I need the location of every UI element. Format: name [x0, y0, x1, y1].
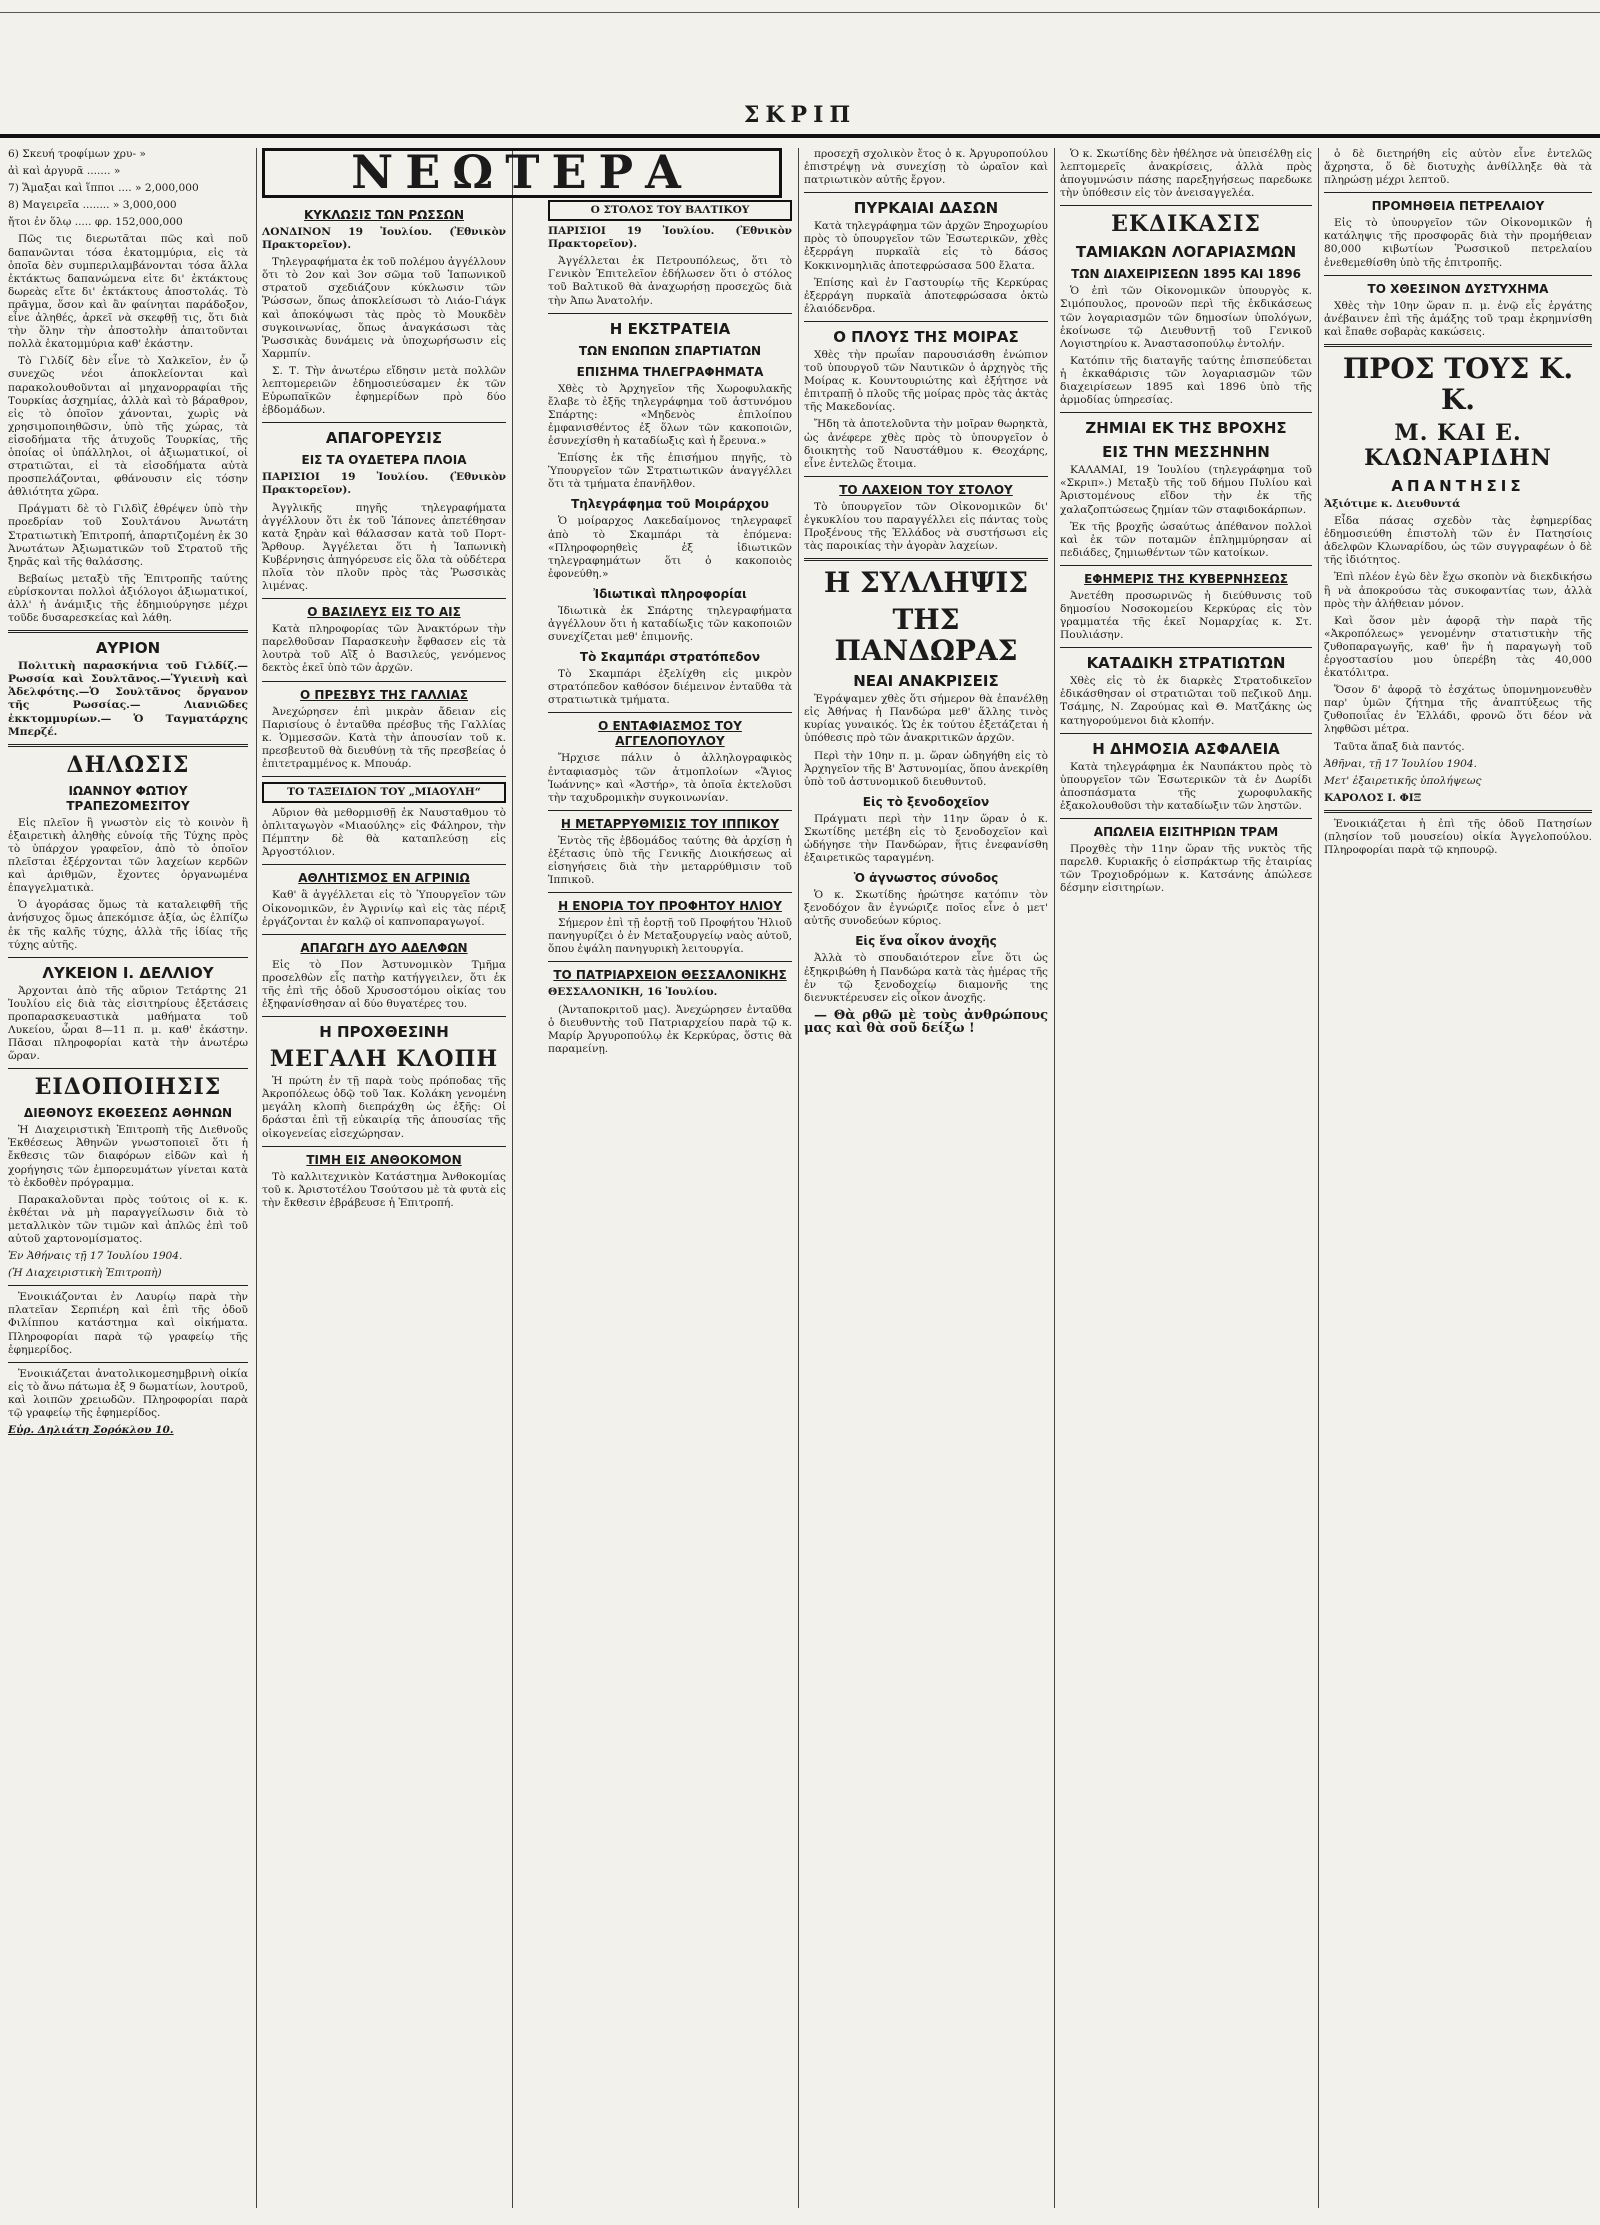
sub-heading: Τὸ Σκαμπάρι στρατόπεδον: [579, 650, 761, 665]
section-subheading: ΤΩΝ ΕΝΩΠΩΝ ΣΠΑΡΤΙΑΤΩΝ: [578, 343, 762, 358]
article-paragraph: Ἰδιωτικὰ ἐκ Σπάρτης τηλεγραφήματα ἀγγέλλουν ὅτι ἡ καταδίωξις τῶν κακοποιῶν συνεχίζεται μεθ' ἐπιμονῆς.: [548, 604, 792, 644]
divider: [548, 810, 792, 811]
divider: [262, 934, 506, 935]
article-paragraph: Κατόπιν τῆς διαταγῆς ταύτης ἐπισπεύδεται ἡ ἐκκαθάρισις τῶν λογαριασμῶν τῶν διαχειρίσεων 1895 καὶ 1896 ὑπὸ τῆς ἁρμοδίας ὑπηρεσίας.: [1060, 354, 1312, 407]
divider: [1060, 733, 1312, 734]
masthead-top-rule: [0, 12, 1600, 13]
section-heading: ΤΟ ΠΑΤΡΙΑΡΧΕΙΟΝ ΘΕΣΣΑΛΟΝΙΚΗΣ: [553, 968, 787, 983]
masthead: [0, 0, 1600, 148]
divider: [548, 961, 792, 962]
article-paragraph: Ἀγγλικῆς πηγῆς τηλεγραφήματα ἀγγέλλουν ὅτι ἐκ τοῦ Ἰάπονες ἀπετέθησαν κατὰ ξηρὰν καὶ θάλασσαν κατὰ τοῦ Πορτ-Ἄρθουρ. Ἀγγέλεται ὅτι ἡ Ἰαπωνικὴ Κυβέρνησις ἀπηγόρευσε εἰς ὅλα τὰ οὐδέτερα πλοῖα τὸν πλοῦν πρὸς τὰς Ῥωσσικὰς λιμένας.: [262, 501, 506, 593]
article-paragraph: Ἡ Διαχειριστικὴ Ἐπιτροπὴ τῆς Διεθνοῦς Ἐκθέσεως Ἀθηνῶν γνωστοποιεῖ ὅτι ἡ ἔκθεσις τῶν διαφόρων εἰδῶν καὶ ἡ χορήγησις τῶν ἐμπορευμάτων γίνεται κατὰ τὸ ἐκδοθὲν πρόγραμμα.: [8, 1124, 248, 1189]
divider: [548, 313, 792, 314]
section-heading: Η ΠΡΟΧΘΕΣΙΝΗ: [319, 1023, 449, 1042]
dateline: ΛΟΝΔΙΝΟΝ 19 Ἰουλίου. (Ἐθνικὸν Πρακτορεῖον).: [262, 226, 506, 252]
article-paragraph: Χθὲς τὴν πρωΐαν παρουσιάσθη ἐνώπιον τοῦ ὑπουργοῦ τῶν Ναυτικῶν ὁ ἀρχηγὸς τῆς Μοίρας κ. Κουντουριώτης καὶ ἐξήτησε νὰ ἐπιτραπῇ ὁ πλοῦς τῆς μοίρας πρὸς τὰς ἀκτὰς τῆς Μακεδονίας.: [804, 348, 1048, 414]
article-paragraph: Χθὲς τὸ Ἀρχηγεῖον τῆς Χωροφυλακῆς ἔλαβε τὸ ἑξῆς τηλεγράφημα τοῦ ἀστυνόμου Σπάρτης: «Μηδενὸς ἐπιλοίπου ἐμφανισθέντος ἐξ ὅλων τῶν κακοποιῶν, ἐσυνεχίσθη ἡ καταδίωξις καὶ ἡ ἔρευνα.»: [548, 382, 792, 448]
article-paragraph: (Ἀνταποκριτοῦ μας). Ἀνεχώρησεν ἐνταῦθα ὁ διευθυντὴς τοῦ Πατριαρχείου παρὰ τῷ κ. Μαρίρ Ἀργυροπούλῳ ἐκ Κερκύρας, ὅστις θὰ παραμείνῃ.: [548, 1003, 792, 1055]
divider: [1060, 412, 1312, 413]
divider: [1324, 275, 1592, 276]
divider: [1060, 565, 1312, 566]
section-heading: ΖΗΜΙΑΙ ΕΚ ΤΗΣ ΒΡΟΧΗΣ: [1085, 419, 1287, 438]
article-paragraph: Ταῦτα ἅπαξ διὰ παντός.: [1334, 740, 1465, 753]
section-heading: ΚΑΤΑΔΙΚΗ ΣΤΡΑΤΙΩΤΩΝ: [1086, 654, 1286, 673]
article-paragraph: Τὸ Γιλδίζ δὲν εἶνε τὸ Χαλκεῖον, ἐν ᾧ συνεχῶς νέοι ἀποκλείονται καὶ παρακολουθοῦνται αἱ μηχανορραφίαι τῆς Τουρκίας ἀσχημίας, ἀλλὰ καὶ τὸ βάραθρον, εἰς τὸ ὁποῖον χάνονται, χωρὶς νὰ χρησιμοποιηθῶσιν, ὑπὸ τῆς χώρας, τὰ εἰσοδήματα τῆς ἀτυχοῦς Τουρκίας, τῆς ὁποίας οἱ ὑπάλληλοι, οἱ ἀξιωματικοί, οἱ στρατιῶται, εἰ τὰ εἰσοδήματα αὐτὰ προσπελάζονται, φθάνουσιν εἰς τόσην ἀθλιότητα χῶρα.: [8, 355, 248, 499]
section-subheading: ΑΠΑΝΤΗΣΙΣ: [1391, 476, 1525, 495]
section-heading-large: ΤΗΣ ΠΑΝΔΩΡΑΣ: [834, 603, 1018, 668]
divider: [1324, 344, 1592, 347]
section-heading: Η ΜΕΤΑΡΡΥΘΜΙΣΙΣ ΤΟΥ ΙΠΠΙΚΟΥ: [560, 816, 780, 831]
section-subheading: ΕΙΣ ΤΗΝ ΜΕΣΣΗΝΗΝ: [1102, 443, 1270, 462]
list-item: 7) Ἅμαξαι καὶ ἵπποι .... » 2,000,000: [8, 182, 199, 195]
article-paragraph: Ἐντὸς τῆς ἑβδομάδος ταύτης θὰ ἀρχίσῃ ἡ ἐξέτασις ὑπὸ τῆς Γενικῆς Διοικήσεως αἱ εἰσηγήσεις διὰ τὴν μεταρρύθμισιν τοῦ Ἱππικοῦ.: [548, 834, 792, 887]
divider: [262, 776, 506, 777]
section-subheading: ΕΠΙΣΗΜΑ ΤΗΛΕΓΡΑΦΗΜΑΤΑ: [576, 364, 764, 379]
article-paragraph: Σήμερον ἐπὶ τῇ ἑορτῇ τοῦ Προφήτου Ἠλιοῦ πανηγυρίζει ὁ ἐν Μεταξουργείῳ ναὸς αὐτοῦ, ὅπου ἐψάλη πανηγυρικὴ λειτουργία.: [548, 917, 792, 956]
divider: [262, 422, 506, 423]
article-paragraph: Ὁ μοίραρχος Λακεδαίμονος τηλεγραφεῖ ἀπὸ τὸ Σκαμπάρι τὰ ἐπόμενα: «Πληροφορηθεὶς ἐξ ἰδιωτικῶν τηλεγραφημάτων ὅτι ὁ κακοποιὸς ἐφονεύθη.»: [548, 515, 792, 580]
column-separator: [1318, 148, 1319, 2208]
article-paragraph: Σ. Τ. Τὴν ἀνωτέρω εἴδησιν μετὰ πολλῶν λεπτομερειῶν ἐδημοσιεύσαμεν ἐκ τῶν Εὐρωπαϊκῶν ἐφημερίδων πρὸ δύο ἑβδομάδων.: [262, 364, 506, 417]
section-subheading: ΙΩΑΝΝΟΥ ΦΩΤΙΟΥ ΤΡΑΠΕΖΟΜΕΣΙΤΟΥ: [66, 783, 190, 813]
section-heading-large: Μ. ΚΑΙ Ε. ΚΛΩΝΑΡΙΔΗΝ: [1364, 419, 1552, 471]
divider: [804, 321, 1048, 322]
article-paragraph: Ἐπίσης ἐκ τῆς ἐπισήμου πηγῆς, τὸ Ὑπουργεῖον τῶν Στρατιωτικῶν ἀναγγέλλει ὅτι τὰ τμήματα ἐπανῆλθον.: [548, 452, 792, 491]
divider: [1060, 205, 1312, 206]
classified-ad: Ἐνοικιάζεται ἡ ἐπὶ τῆς ὁδοῦ Πατησίων (πλησίον τοῦ μουσείου) οἰκία Ἀγγελοπούλου. Πληροφορίαι παρὰ τῷ κηπουρῷ.: [1324, 817, 1592, 857]
article-paragraph: προσεχῆ σχολικὸν ἔτος ὁ κ. Ἀργυροπούλου ἐπιστρέψῃ νὰ συνεχίσῃ τὸ ὡραῖον καὶ πατριωτικὸν αὐτῆς ἔργον.: [804, 148, 1048, 187]
article-paragraph: Ἀγγέλλεται ἐκ Πετρουπόλεως, ὅτι τὸ Γενικὸν Ἐπιτελεῖον ἐδήλωσεν ὅτι ὁ στόλος τοῦ Βαλτικοῦ θὰ ἀναχωρήσῃ προσεχῶς διὰ τὴν Ἀπω Ἀνατολήν.: [548, 255, 792, 307]
section-heading: ΑΘΛΗΤΙΣΜΟΣ ΕΝ ΑΓΡΙΝΙΩ: [298, 871, 470, 886]
article-paragraph: Ὁ κ. Σκωτίδης δὲν ἠθέλησε νὰ ὑπεισέλθῃ εἰς λεπτομερεῖς ἀνακρίσεις, ἀλλὰ πρὸς ἀπογυμνώσιν πάσης παρεξηγήσεως παρεδωκε τὴν ὑπόθεσιν εἰς τὸν ἀνεισαγγελέα.: [1060, 148, 1312, 200]
column-separator: [256, 148, 257, 2208]
section-heading: Ο ΕΝΤΑΦΙΑΣΜΟΣ ΤΟΥ ΑΓΓΕΛΟΠΟΥΛΟΥ: [598, 719, 742, 749]
article-paragraph: Τηλεγραφήματα ἐκ τοῦ πολέμου ἀγγέλλουν ὅτι τὸ 2ον καὶ 3ον σῶμα τοῦ Ἰαπωνικοῦ στρατοῦ σχεδιάζουν κύκλωσιν τῶν Ῥώσσων, ὅπως ἀποκλείσωσι τὸ Λιάο-Γιάγκ καὶ ἀποκόψωσι τὰς πρὸς τὸ Μουκδὲν συγκοινωνίας, ὅπως ἀναγκάσωσι τὰς Ῥωσσικὰς δυνάμεις νὰ ὑποχωρήσωσιν εἰς Χαρμπίν.: [262, 256, 506, 360]
divider: [1060, 647, 1312, 648]
list-item: ἀὶ καὶ ἀργυρᾶ ....... »: [8, 165, 121, 178]
article-paragraph: Ἡ πρώτη ἐν τῇ παρὰ τοὺς πρόποδας τῆς Ἀκροπόλεως ὁδῷ τοῦ Ἰακ. Κολάκη γενομένη μεγάλη κλοπὴ διεπράχθη ὡς ἑξῆς: Οἱ δράσται ἐπὶ τῇ εὐκαιρίᾳ τῆς ἀπουσίας τῆς οἰκογενείας εἰσεχώρησαν.: [262, 1075, 506, 1140]
signature: (Ἡ Διαχειριστικὴ Ἐπιτροπὴ): [8, 1267, 162, 1280]
section-subheading: ΕΙΣ ΤΑ ΟΥΔΕΤΕΡΑ ΠΛΟΙΑ: [301, 453, 467, 468]
sub-heading: Τηλεγράφημα τοῦ Μοιράρχου: [571, 497, 769, 512]
section-heading: ΠΡΟΜΗΘΕΙΑ ΠΕΤΡΕΛΑΙΟΥ: [1371, 199, 1545, 214]
section-subheading: ΔΙΕΘΝΟΥΣ ΕΚΘΕΣΕΩΣ ΑΘΗΝΩΝ: [23, 1106, 233, 1121]
column-4: [804, 148, 1048, 2208]
article-paragraph: Εἰς τὸ ὑπουργεῖον τῶν Οἰκονομικῶν ἡ κατάληψις τῆς προσφορᾶς διὰ τὴν προμήθειαν 80,000 κιβωτίων Ῥωσσικοῦ πετρελαίου ἐνεθεμεθίσθη ὑπὸ τῆς ἐπιτροπῆς.: [1324, 217, 1592, 269]
section-heading: Η ΔΗΜΟΣΙΑ ΑΣΦΑΛΕΙΑ: [1092, 739, 1280, 758]
classified-ad: Ἐνοικιάζεται ἀνατολικομεσημβρινὴ οἰκία εἰς τὸ ἄνω πάτωμα ἐξ 9 δωματίων, λουτροῦ, καὶ λοιπῶν χρειωδῶν. Πληροφορίαι παρὰ τῷ γραφείῳ τῆς ἐφημερίδος.: [8, 1367, 248, 1420]
banner-spacer: [548, 148, 792, 196]
divider: [8, 1068, 248, 1069]
article-paragraph: Καὶ ὅσον μὲν ἀφορᾷ τὴν παρὰ τῆς «Ἀκροπόλεως» γενομένην στατιστικὴν τῆς ζυθοπαραγωγῆς, καθ' ἣν ἡ παραγωγὴ τοῦ ἐργοστασίου μου ὑπερέβη τὰς 40,000 ἑκατόλιτρα.: [1324, 614, 1592, 680]
section-heading: Ο ΠΡΕΣΒΥΣ ΤΗΣ ΓΑΛΛΙΑΣ: [300, 687, 468, 702]
section-subheading: ΤΑΜΙΑΚΩΝ ΛΟΓΑΡΙΑΣΜΩΝ: [1075, 243, 1297, 262]
section-heading: ΑΥΡΙΟΝ: [95, 639, 161, 658]
neotera-banner: ΝΕΩΤΕΡΑ: [262, 148, 782, 198]
article-paragraph: Κατὰ τηλεγράφημα τῶν ἀρχῶν Ξηροχωρίου πρὸς τὸ ὑπουργεῖον τῶν Ἐσωτερικῶν, χθὲς ἐξερράγη πυρκαϊὰ εἰς τὸ δάσος Κοκκινομηλιᾶς ἀποτεφρώσασα 500 ἔλατα.: [804, 220, 1048, 272]
article-paragraph: Τὸ καλλιτεχνικὸν Κατάστημα Ἀνθοκομίας τοῦ κ. Ἀριστοτέλου Τσούτσου μὲ τὰ φυτὰ εἰς τὴν ἔκθεσιν ἐβράβευσε ἡ Ἐπιτροπή.: [262, 1170, 506, 1209]
article-paragraph: Ἐπίσης καὶ ἐν Γαστουρίῳ τῆς Κερκύρας ἐξερράγη πυρκαϊὰ ἀποτεφρώσασα ὀκτὼ ἐλαιόδενδρα.: [804, 276, 1048, 315]
article-paragraph: Περὶ τὴν 10ην π. μ. ὥραν ὡδηγήθη εἰς τὸ Ἀρχηγεῖον τῆς Β' Ἀστυνομίας, ὅπου ἀνεκρίθη ὑπὸ τοῦ ἀστυνομικοῦ διευθυντοῦ.: [804, 749, 1048, 788]
section-heading: Ο ΣΤΟΛΟΣ ΤΟΥ ΒΑΛΤΙΚΟΥ: [548, 200, 792, 221]
article-paragraph: Ἀρχονται ἀπὸ τῆς αὔριον Τετάρτης 21 Ἰουλίου εἰς διὰ τὰς εἰσιτηρίους ἐξετάσεις προπαρασκευαστικὰ μαθήματα τοῦ Λυκείου, ὧραι 8—11 π. μ. καθ' ἑκάστην. Πᾶσαι πληροφορίαι κατὰ τὴν ἀνωτέρω ὥραν.: [8, 984, 248, 1063]
article-paragraph: Αὔριον θὰ μεθορμισθῇ ἐκ Ναυσταθμου τὸ ὁπλιταγωγὸν «Μιαούλης» εἰς Φάληρον, τὴν Πέμπτην δὲ θὰ καταπλεύσῃ εἰς Ἀργοστόλιον.: [262, 807, 506, 859]
article-paragraph: Ὁ ἀγοράσας ὅμως τὰ καταλειφθῆ τῆς ἀνήσυχος ὅμως ἀπεκόμισε ἀξία, ὡς ἐλπίζω ἐκ τῆς καλῆς τύχης, ἀλλὰ τῆς ἰδίας τῆς τύχης αὐτῆς.: [8, 899, 248, 951]
section-heading: ΕΦΗΜΕΡΙΣ ΤΗΣ ΚΥΒΕΡΝΗΣΕΩΣ: [1084, 571, 1288, 586]
divider: [804, 192, 1048, 193]
column-1: [8, 148, 248, 2208]
dateline: ΘΕΣΣΑΛΟΝΙΚΗ, 16 Ἰουλίου.: [548, 986, 718, 999]
section-heading-large: ΠΡΟΣ ΤΟΥΣ Κ. Κ.: [1342, 351, 1574, 416]
section-heading: ΑΠΑΓΩΓΗ ΔΥΟ ΑΔΕΛΦΩΝ: [300, 940, 468, 955]
column-5: [1060, 148, 1312, 2208]
article-paragraph: — Θὰ ρθῶ μὲ τοὺς ἀνθρώπους μας καὶ θὰ σοῦ δείξω !: [804, 1007, 1048, 1036]
article-paragraph: Ὁ ἐπὶ τῶν Οἰκονομικῶν ὑπουργὸς κ. Σιμόπουλος, προνοῶν περὶ τῆς ἐκδικάσεως τῶν λογαριασμῶν τῶν δημοσίων ὑπολόγων, ἐκοίνωσε τῷ Διευθυντῇ τοῦ Γενικοῦ Λογιστηρίου κ. Ἀναστασοπούλῳ ἐντολήν.: [1060, 285, 1312, 350]
date-line: Ἐν Ἀθήναις τῇ 17 Ἰουλίου 1904.: [8, 1250, 183, 1263]
article-paragraph: Βεβαίως μεταξὺ τῆς Ἐπιτροπῆς ταύτης εὑρίσκονται πολλοὶ ἀξιόλογοι ἀξιωματικοί, ἀλλ' ἡ ἀνάμιξις τῆς ἐδημιούργησε μέχρι τοῦδε δυσαρεσκείας καὶ λάθη.: [8, 572, 248, 625]
article-paragraph: Ἤδη τὰ ἀποτελοῦντα τὴν μοῖραν θωρηκτὰ, ὡς ἀνέφερε χθὲς πρὸς τὸ ὑπουργεῖον ὁ διοικητὴς τοῦ Ναυστάθμου κ. Θεοχάρης, εἶνε ἐντελῶς ἕτοιμα.: [804, 418, 1048, 470]
section-heading: Η ΕΚΣΤΡΑΤΕΙΑ: [609, 319, 731, 338]
sub-heading: Ὁ ἀγνωστος σύνοδος: [853, 871, 999, 886]
article-paragraph: Ὅσον δ' ἀφορᾷ τὸ ἐσχάτως ὑπομνημονευθὲν παρ' ὑμῶν ζήτημα τῆς ἀναπτύξεως τῆς ζυθοποιΐας ἐν Ἑλλάδι, φρονῶ ὅτι δέον νὰ ληφθῶσι μέτρα.: [1324, 684, 1592, 736]
date-line: Ἀθῆναι, τῇ 17 Ἰουλίου 1904.: [1324, 757, 1477, 770]
salutation: Ἀξιότιμε κ. Διευθυντά: [1324, 497, 1461, 510]
divider: [262, 681, 506, 682]
article-paragraph: Χθὲς εἰς τὸ ἐκ διαρκὲς Στρατοδικεῖον ἐδικάσθησαν οἱ στρατιῶται τοῦ πεζικοῦ Δημ. Τσάμης, Ν. Ζαρούμας καὶ Θ. Ματζάκης ὡς κατηγορούμενοι διὰ κλοπήν.: [1060, 675, 1312, 727]
classified-ad: Ἐνοικιάζονται ἐν Λαυρίῳ παρὰ τὴν πλατεῖαν Σερπιέρη καὶ ἐπὶ τῆς ὁδοῦ Φιλίππου κατάστημα καὶ οἰκήματα. Πληροφορίαι παρὰ τῷ γραφείῳ τῆς ἐφημερίδος.: [8, 1291, 248, 1356]
divider: [8, 1285, 248, 1286]
section-heading: ΕΙΔΟΠΟΙΗΣΙΣ: [34, 1074, 222, 1101]
column-separator: [512, 148, 513, 2208]
article-paragraph: Καθ' ἃ ἀγγέλλεται εἰς τὸ Ὑπουργεῖον τῶν Οἰκονομικῶν, ἐν Ἀγρινίῳ καὶ εἰς τὰς πέριξ ἐργάζονται ἐν καλῷ οἱ καπνοπαραγωγοί.: [262, 889, 506, 928]
article-paragraph: Ἐκ τῆς βροχῆς ὡσαύτως ἀπέθανον πολλοὶ καὶ ἐκ τῶν ποταμῶν ἐπλημμύρησαν αἱ πεδιάδες, ζημιωθέντων τῶν κατοίκων.: [1060, 520, 1312, 559]
divider: [8, 957, 248, 958]
column-6: [1324, 148, 1592, 2208]
section-subheading: ΝΕΑΙ ΑΝΑΚΡΙΣΕΙΣ: [853, 672, 999, 691]
article-paragraph: Ἀνετέθη προσωρινῶς ἡ διεύθυνσις τοῦ δημοσίου Νοσοκομείου Κερκύρας εἰς τὸν γραμματέα τῆς ἐκεῖ Νομαρχίας κ. Στ. Πουλιάσην.: [1060, 589, 1312, 642]
article-paragraph: Κατὰ τηλεγράφημα ἐκ Ναυπάκτου πρὸς τὸ ὑπουργεῖον τῶν Ἐσωτερικῶν τὰ ἐν Δωρίδι ἀποσπάσματα τῆς χωροφυλακῆς ἐξακολουθοῦσι τὴν καταδίωξιν τῶν ληστῶν.: [1060, 760, 1312, 812]
article-paragraph: Εἰς πλεῖον ἢ γνωστὸν εἰς τὸ κοινὸν ἢ ἐξαιρετικὴ ἀληθὴς εὐνοίᾳ τῆς Τύχης πρὸς τὸ ὑπάρχον γραφεῖον, ἀπὸ τὸ ὁποῖον πλεῖσται ἐξέρχονται τῶν λαχείων κερδῶν καὶ ἀριθμῶν, ἔχοντες ὀργανωμένα ἐπαγγελματικὰ.: [8, 816, 248, 895]
divider: [262, 1016, 506, 1017]
divider: [548, 892, 792, 893]
article-paragraph: Τὸ Σκαμπάρι ἐξελίχθη εἰς μικρὸν στρατόπεδον καθόσον διέμεινον ἐνταῦθα τὰ στρατιωτικὰ τμήματα.: [548, 668, 792, 707]
article-paragraph: Παρακαλοῦνται πρὸς τούτοις οἱ κ. κ. ἐκθέται νὰ μὴ παραγγείλωσιν διὰ τὸ μεταλλικὸν τῶν τιμῶν καὶ ἀπλῶς ἐπὶ τοῦ αὐτοῦ χαρτονομίσματος.: [8, 1193, 248, 1245]
divider: [804, 476, 1048, 477]
section-heading: ΤΟ ΛΑΧΕΙΟΝ ΤΟΥ ΣΤΟΛΟΥ: [839, 482, 1013, 497]
dateline: ΠΑΡΙΣΙΟΙ 19 Ἰουλίου. (Ἐθνικὸν Πρακτορεῖον).: [262, 471, 506, 497]
section-heading-large: Η ΣΥΛΛΗΨΙΣ: [823, 566, 1029, 600]
section-heading-large: ΜΕΓΑΛΗ ΚΛΟΠΗ: [269, 1046, 499, 1073]
article-paragraph: Προχθὲς τὴν 11ην ὥραν τῆς νυκτὸς τῆς παρελθ. Κυριακῆς ὁ εἰσπράκτωρ τῆς ἑταιρίας τῶν Τροχιοδρόμων κ. Κατσάνης ἀπώλεσε δέσμην εἰσιτηρίων.: [1060, 843, 1312, 895]
divider: [1324, 810, 1592, 813]
divider: [8, 1362, 248, 1363]
section-heading: Η ΕΝΟΡΙΑ ΤΟΥ ΠΡΟΦΗΤΟΥ ΗΛΙΟΥ: [558, 899, 782, 914]
section-heading: Ο ΠΛΟΥΣ ΤΗΣ ΜΟΙΡΑΣ: [833, 327, 1019, 346]
section-heading-large: ΕΚΔΙΚΑΣΙΣ: [1111, 211, 1261, 238]
section-heading: Ο ΒΑΣΙΛΕΥΣ ΕΙΣ ΤΟ ΑΙΣ: [307, 605, 461, 620]
divider: [548, 712, 792, 713]
section-heading: ΑΠΩΛΕΙΑ ΕΙΣΙΤΗΡΙΩΝ ΤΡΑΜ: [1093, 825, 1279, 839]
article-paragraph: Ἀνεχώρησεν ἐπὶ μικρὰν ἄδειαν εἰς Παρισίους ὁ ἐνταῦθα πρέσβυς τῆς Γαλλίας κ. Ὁμμεσσῶν. Κατὰ τὴν ἀπουσίαν τοῦ κ. πρεσβευτοῦ θὰ διευθύνῃ τὰ τῆς πρεσβείας ὁ ἐπιτετραμμένος κ. Μπουάρ.: [262, 705, 506, 770]
article-paragraph: Πράγματι δὲ τὸ Γιλδὶζ ἐθρέψεν ὑπὸ τὴν προεδρίαν τοῦ Σουλτάνου Ἀνωτάτη Στρατιωτικὴ Ἐπιτροπή, ἀπαρτιζομένη ἐκ 30 Ἀνωτάτων Ἀξιωματικῶν τοῦ Στρατοῦ τῆς ξηρᾶς καὶ τῆς θαλάσσης.: [8, 503, 248, 568]
article-paragraph: Πολιτικὴ παρασκήνια τοῦ Γιλδίζ.—Ρωσσία καὶ Σουλτᾶνος.—Ὑγιεινὴ καὶ Ἀδελφότης.—Ὁ Σουλτᾶνος ὄργανον τῆς Ρωσσίας.— Λιανιῶδες ἐκκτομμυρίων.— Ὁ Ταγματάρχης Μπερζέ.: [8, 660, 248, 738]
section-heading: ΚΥΚΛΩΣΙΣ ΤΩΝ ΡΩΣΣΩΝ: [303, 208, 465, 222]
article-paragraph: ΚΑΛΑΜΑΙ, 19 Ἰουλίου (τηλεγράφημα τοῦ «Σκριπ».) Μεταξὺ τῆς τοῦ δήμου Πυλίου καὶ Ἀριστομένους εἴδον τὴν ἐκ τῆς χαλαζοπτώσεως ζημίαν τῶν σταφιδοκάρπων.: [1060, 464, 1312, 516]
article-paragraph: Χθὲς τὴν 10ην ὥραν π. μ. ἐνῷ εἷς ἐργάτης ἀνέβαινεν ἐπὶ τῆς ἁμάξης τοῦ τραμ ἐκρημνίσθη καὶ ἔπαθε σοβαρὰς κακώσεις.: [1324, 299, 1592, 338]
sub-heading: Εἰς ἕνα οἶκον ἀνοχῆς: [855, 934, 997, 949]
article-paragraph: Κατὰ πληροφορίας τῶν Ἀνακτόρων τὴν παρελθοῦσαν Παρασκευὴν ἔφθασεν εἰς τὰ λουτρὰ τοῦ Αἲξ ὁ Βασιλεύς, γενόμενος δεκτὸς ἐκεῖ ὑπὸ τῶν ἀρχῶν.: [262, 623, 506, 675]
divider: [262, 864, 506, 865]
signature: ΚΑΡΟΛΟΣ Ι. ΦΙΞ: [1324, 791, 1422, 804]
paper-title: ΣΚΡΙΠ: [743, 102, 857, 128]
ad-address: Εὐρ. Δηλιάτη Σορόκλου 10.: [8, 1424, 174, 1437]
divider: [8, 744, 248, 747]
article-paragraph: Ἤρχισε πάλιν ὁ ἀλληλογραφικὸς ἐνταφιασμὸς τῶν ἀτμοπλοίων «Ἅγιος Ἰωάννης» καὶ «Ἀστήρ», τὰ ὁποῖα ἐκτελοῦσι τὴν ταχυδρομικὴν συγκοινωνίαν.: [548, 752, 792, 804]
divider: [1324, 192, 1592, 193]
section-heading: ΤΟ ΤΑΞΕΙΔΙΟΝ ΤΟΥ „ΜΙΑΟΥΛΗ“: [262, 782, 506, 803]
section-heading: ΛΥΚΕΙΟΝ Ι. ΔΕΛΛΙΟΥ: [42, 963, 214, 982]
list-item: ἤτοι ἐν ὅλῳ ..... φρ. 152,000,000: [8, 216, 183, 229]
section-heading: ΠΥΡΚΑΙΑΙ ΔΑΣΩΝ: [853, 199, 999, 218]
masthead-rule: [0, 134, 1600, 138]
article-paragraph: Πῶς τις διερωτᾶται πῶς καὶ ποῦ δαπανῶνται τόσα ἑκατομμύρια, εἰς τὰ ὁποῖα δὲν συμπεριλαμβάνονται τόσα ἄλλα ἐκτάκτως δαπανώμενα εἰτε δι' ἐκτάκτους δωρεὰς εἴτε δι' ἐκτάκτους ἀποστολάς. Τὸ πρᾶγμα, ὅσον καὶ ἂν φαίνηται παράδοξον, εἶνε ἀληθές, ἀρκεῖ νὰ σκεφθῇ τις, ὅτι διὰ τὴν ὅλην τὴν ἀποστολὴν ἀπαιτοῦνται πολλὰ ἑκατομμύρια καθ' ἑκάστην.: [8, 233, 248, 351]
list-item: 8) Μαγειρεῖα ........ » 3,000,000: [8, 199, 177, 212]
article-paragraph: Τὸ ὑπουργεῖον τῶν Οἰκονομικῶν δι' ἐγκυκλίου του παραγγέλλει εἰς πάντας τοὺς Προξένους τῆς Ἑλλάδος νὰ συστήσωσι εἰς τὰς παροικίας τὴν ἀγορὰν λαχείων.: [804, 500, 1048, 553]
divider: [262, 1146, 506, 1147]
column-separator: [798, 148, 799, 2208]
article-paragraph: Πράγματι περὶ τὴν 11ην ὥραν ὁ κ. Σκωτίδης μετέβη εἰς τὸ ξενοδοχεῖον καὶ ὡδήγησε τὴν Πανδώραν, ἥτις ἐνεφανίσθη ἐξαιρετικῶς ταραγμένη.: [804, 812, 1048, 865]
section-heading: ΔΗΛΩΣΙΣ: [66, 751, 190, 778]
column-separator: [1054, 148, 1055, 2208]
article-paragraph: Ἐπὶ πλέον ἐγὼ δὲν ἔχω σκοπὸν νὰ διεκδικήσω ἢ νὰ ἀποκρούσω τὰς συκοφαντίας των, ἀλλὰ πρὸς τὴν ἀλήθειαν μόνον.: [1324, 571, 1592, 610]
section-heading: ΤΟ ΧΘΕΣΙΝΟΝ ΔΥΣΤΥΧΗΜΑ: [1367, 281, 1549, 296]
dateline: ΠΑΡΙΣΙΟΙ 19 Ἰουλίου. (Ἐθνικὸν Πρακτορεῖον).: [548, 225, 792, 251]
article-paragraph: Εἰς τὸ Πον Ἀστυνομικὸν Τμῆμα προσελθὼν εἷς πατὴρ κατήγγειλεν, ὅτι ἐκ τῆς ἐπὶ τῆς ὁδοῦ Χρυσοστόμου οἰκίας του ἐξηφανίσθησαν αἱ δύο θυγατέρες του.: [262, 958, 506, 1011]
divider: [262, 598, 506, 599]
sub-heading: Εἰς τὸ ξενοδοχεῖον: [862, 794, 990, 809]
closing: Μετ' ἐξαιρετικῆς ὑπολήψεως: [1324, 774, 1482, 787]
section-heading: ΑΠΑΓΟΡΕΥΣΙΣ: [325, 429, 443, 448]
article-paragraph: Ἐγράψαμεν χθὲς ὅτι σήμερον θὰ ἐπανέλθῃ εἰς Ἀθήνας ἡ Πανδώρα μεθ' ἅλλης τινὸς κυρίας γυναικός. Ὡς ἐκ τούτου ἐξετάζεται ἡ ὑπόθεσις πρὸ τῶν ἀνακριτικῶν ἀρχῶν.: [804, 693, 1048, 745]
article-paragraph: Ὁ κ. Σκωτίδης ἠρώτησε κατόπιν τὸν ξενοδόχον ἂν ἐγνώριζε ποῖος εἶνε ὁ μετ' αὐτῆς συνοδεύων κύριος.: [804, 889, 1048, 928]
article-paragraph: Ἀλλὰ τὸ σπουδαιότερον εἶνε ὅτι ὡς ἐξηκριβώθη ἡ Πανδώρα κατὰ τὰς ἡμέρας τῆς ἐν τῷ ξενοδοχείῳ διαμονῆς της διενυκτέρευσεν εἰς οἶκον ἀνοχῆς.: [804, 952, 1048, 1004]
article-paragraph: ὁ δὲ διετηρήθη εἰς αὐτὸν εἶνε ἐντελῶς ἄχρηστα, ὅ δὲ διοτυχὴς ἀνθίλληξε θὰ τὰ πληρώσῃ μέχρι λεπτοῦ.: [1324, 148, 1592, 187]
article-paragraph: Εἶδα πάσας σχεδὸν τὰς ἐφημερίδας ἐδημοσιεύθη ἐπιστολὴ τῶν ἐν Πατησίοις ἀδελφῶν Κλωναρίδου, ὡς τῶν συγγραφέων ὁ δὲ τῆς ἰδιότητος.: [1324, 515, 1592, 567]
divider: [8, 630, 248, 633]
column-3: [548, 148, 792, 2208]
section-subheading: ΤΩΝ ΔΙΑΧΕΙΡΙΣΕΩΝ 1895 ΚΑΙ 1896: [1071, 267, 1301, 282]
divider: [1060, 818, 1312, 819]
sub-heading: Ἰδιωτικαὶ πληροφορίαι: [593, 586, 747, 601]
list-item: 6) Σκευή τροφίμων χρυ- »: [8, 148, 146, 160]
divider: [804, 558, 1048, 561]
section-heading: ΤΙΜΗ ΕΙΣ ΑΝΘΟΚΟΜΟΝ: [306, 1152, 462, 1167]
